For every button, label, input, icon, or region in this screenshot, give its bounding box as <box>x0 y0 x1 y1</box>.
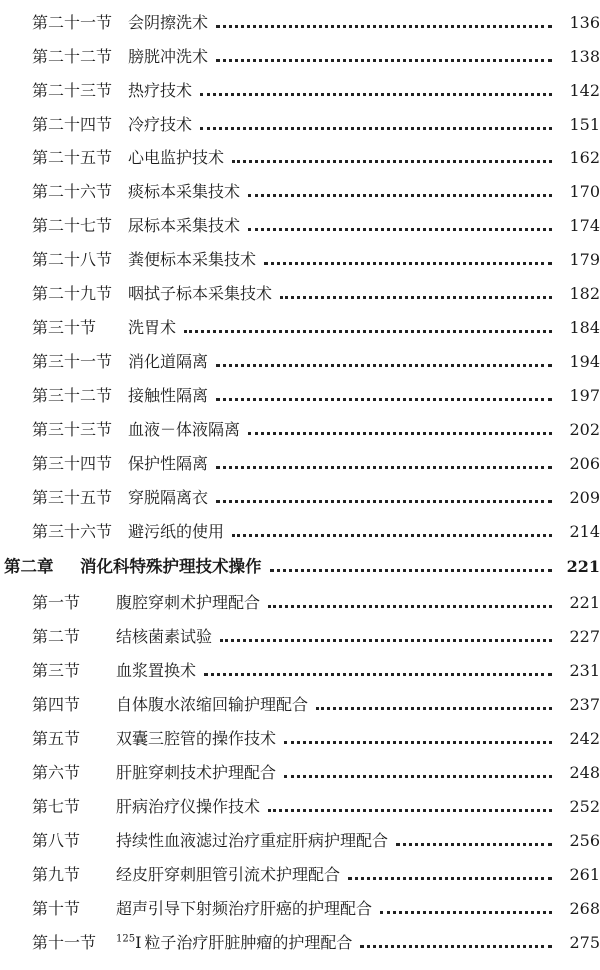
entry-page: 221 <box>569 593 600 612</box>
entry-page: 202 <box>569 420 600 439</box>
dot-leader <box>216 25 552 28</box>
toc-entry <box>0 860 600 890</box>
entry-title: 穿脱隔离衣 <box>128 488 209 507</box>
entry-number: 第三十六节 <box>32 522 113 541</box>
entry-title: 持续性血液滤过治疗重症肝病护理配合 <box>116 831 389 850</box>
dot-leader <box>264 262 552 265</box>
entry-page: 252 <box>569 797 600 816</box>
entry-title <box>116 928 352 958</box>
isotope-mass-number: 125 <box>116 933 136 945</box>
dot-leader <box>270 569 553 572</box>
entry-page: 197 <box>569 386 600 405</box>
entry-title: 保护性隔离 <box>128 454 209 473</box>
entry-number: 第二十三节 <box>32 81 113 100</box>
toc-entry <box>0 177 600 207</box>
dot-leader <box>396 843 552 846</box>
entry-number: 第三节 <box>32 661 81 680</box>
entry-title: 接触性隔离 <box>128 386 209 405</box>
entry-number: 第二十四节 <box>32 115 113 134</box>
entry-title: 尿标本采集技术 <box>128 216 241 235</box>
toc-entry <box>0 690 600 720</box>
entry-number: 第一节 <box>32 593 81 612</box>
entry-page: 138 <box>569 47 600 66</box>
entry-page: 170 <box>569 182 600 201</box>
toc-entry <box>0 381 600 411</box>
dot-leader <box>316 707 552 710</box>
entry-page: 237 <box>569 695 600 714</box>
toc-entry <box>0 8 600 38</box>
entry-number: 第二十七节 <box>32 216 113 235</box>
entry-page: 174 <box>569 216 600 235</box>
dot-leader <box>204 673 552 676</box>
entry-page: 162 <box>569 148 600 167</box>
dot-leader <box>248 228 552 231</box>
entry-number: 第三十一节 <box>32 352 113 371</box>
entry-page: 242 <box>569 729 600 748</box>
dot-leader <box>216 466 552 469</box>
entry-page: 268 <box>569 899 600 918</box>
entry-title: 结核菌素试验 <box>116 627 213 646</box>
entry-number: 第三十四节 <box>32 454 113 473</box>
toc-entry <box>0 483 600 513</box>
entry-title: 双囊三腔管的操作技术 <box>116 729 277 748</box>
toc-entry <box>0 894 600 924</box>
entry-page: 256 <box>569 831 600 850</box>
entry-number: 第三十二节 <box>32 386 113 405</box>
entry-page: 179 <box>569 250 600 269</box>
entry-title: 洗胃术 <box>128 318 177 337</box>
entry-title: 冷疗技术 <box>128 115 193 134</box>
dot-leader <box>268 605 552 608</box>
entry-page: 214 <box>569 522 600 541</box>
toc-entry <box>0 42 600 72</box>
toc-entry <box>0 826 600 856</box>
dot-leader <box>280 296 552 299</box>
entry-number: 第五节 <box>32 729 81 748</box>
entry-page: 231 <box>569 661 600 680</box>
dot-leader <box>348 877 552 880</box>
entry-page: 248 <box>569 763 600 782</box>
entry-title: 心电监护技术 <box>128 148 225 167</box>
toc-entry <box>0 588 600 618</box>
entry-page: 182 <box>569 284 600 303</box>
entry-page: 275 <box>569 933 600 952</box>
toc-entry <box>0 279 600 309</box>
entry-number: 第二十六节 <box>32 182 113 201</box>
entry-title: 自体腹水浓缩回输护理配合 <box>116 695 309 714</box>
entry-page: 136 <box>569 13 600 32</box>
isotope-symbol: I <box>135 933 142 952</box>
entry-page: 209 <box>569 488 600 507</box>
entry-page: 184 <box>569 318 600 337</box>
toc-entry <box>0 928 600 958</box>
entry-page: 206 <box>569 454 600 473</box>
toc-entry <box>0 245 600 275</box>
entry-number: 第四节 <box>32 695 81 714</box>
entry-title: 肝脏穿刺技术护理配合 <box>116 763 277 782</box>
entry-number: 第十节 <box>32 899 81 918</box>
entry-title: 肝病治疗仪操作技术 <box>116 797 261 816</box>
chapter-title: 消化科特殊护理技术操作 <box>80 557 262 576</box>
toc-entry <box>0 347 600 377</box>
dot-leader <box>232 534 552 537</box>
entry-number: 第二十八节 <box>32 250 113 269</box>
toc-entry <box>0 143 600 173</box>
entry-title: 血液－体液隔离 <box>128 420 241 439</box>
dot-leader <box>248 432 552 435</box>
toc-entry <box>0 656 600 686</box>
entry-number: 第六节 <box>32 763 81 782</box>
entry-page: 151 <box>569 115 600 134</box>
chapter-page: 221 <box>566 557 600 576</box>
dot-leader <box>380 911 552 914</box>
dot-leader <box>200 127 552 130</box>
entry-number: 第三十五节 <box>32 488 113 507</box>
entry-title: 热疗技术 <box>128 81 193 100</box>
dot-leader <box>232 160 552 163</box>
entry-title: 超声引导下射频治疗肝癌的护理配合 <box>116 899 373 918</box>
toc-entry <box>0 211 600 241</box>
toc-entry <box>0 76 600 106</box>
entry-number: 第二节 <box>32 627 81 646</box>
entry-number: 第二十一节 <box>32 13 113 32</box>
entry-number: 第三十节 <box>32 318 97 337</box>
dot-leader <box>216 500 552 503</box>
chapter-number: 第二章 <box>4 557 54 576</box>
entry-title: 血浆置换术 <box>116 661 197 680</box>
entry-title: 腹腔穿刺术护理配合 <box>116 593 261 612</box>
toc-entry <box>0 313 600 343</box>
entry-page: 142 <box>569 81 600 100</box>
toc-entry <box>0 724 600 754</box>
entry-number: 第二十五节 <box>32 148 113 167</box>
entry-title: 经皮肝穿刺胆管引流术护理配合 <box>116 865 341 884</box>
toc-entry <box>0 792 600 822</box>
entry-number: 第三十三节 <box>32 420 113 439</box>
dot-leader <box>284 775 552 778</box>
entry-page: 194 <box>569 352 600 371</box>
entry-title: 消化道隔离 <box>128 352 209 371</box>
entry-number: 第十一节 <box>32 933 97 952</box>
dot-leader <box>184 330 552 333</box>
toc-entry <box>0 110 600 140</box>
dot-leader <box>216 398 552 401</box>
entry-number: 第二十九节 <box>32 284 113 303</box>
entry-title: 粪便标本采集技术 <box>128 250 257 269</box>
entry-number: 第二十二节 <box>32 47 113 66</box>
toc-entry <box>0 622 600 652</box>
toc-entry <box>0 758 600 788</box>
entry-number: 第九节 <box>32 865 81 884</box>
entry-number: 第七节 <box>32 797 81 816</box>
entry-title: 会阴擦洗术 <box>128 13 209 32</box>
dot-leader <box>268 809 552 812</box>
dot-leader <box>216 59 552 62</box>
toc-entry <box>0 449 600 479</box>
toc-entry <box>0 415 600 445</box>
entry-title: 膀胱冲洗术 <box>128 47 209 66</box>
dot-leader <box>248 194 552 197</box>
dot-leader <box>216 364 552 367</box>
dot-leader <box>200 93 552 96</box>
entry-title: 避污纸的使用 <box>128 522 225 541</box>
dot-leader <box>360 945 552 948</box>
dot-leader <box>284 741 552 744</box>
entry-title: 咽拭子标本采集技术 <box>128 284 273 303</box>
entry-number: 第八节 <box>32 831 81 850</box>
entry-title: 痰标本采集技术 <box>128 182 241 201</box>
entry-page: 227 <box>569 627 600 646</box>
entry-page: 261 <box>569 865 600 884</box>
dot-leader <box>220 639 552 642</box>
chapter-heading <box>0 552 600 582</box>
toc-entry <box>0 517 600 547</box>
entry-title-text: 粒子治疗肝脏肿瘤的护理配合 <box>144 933 353 952</box>
